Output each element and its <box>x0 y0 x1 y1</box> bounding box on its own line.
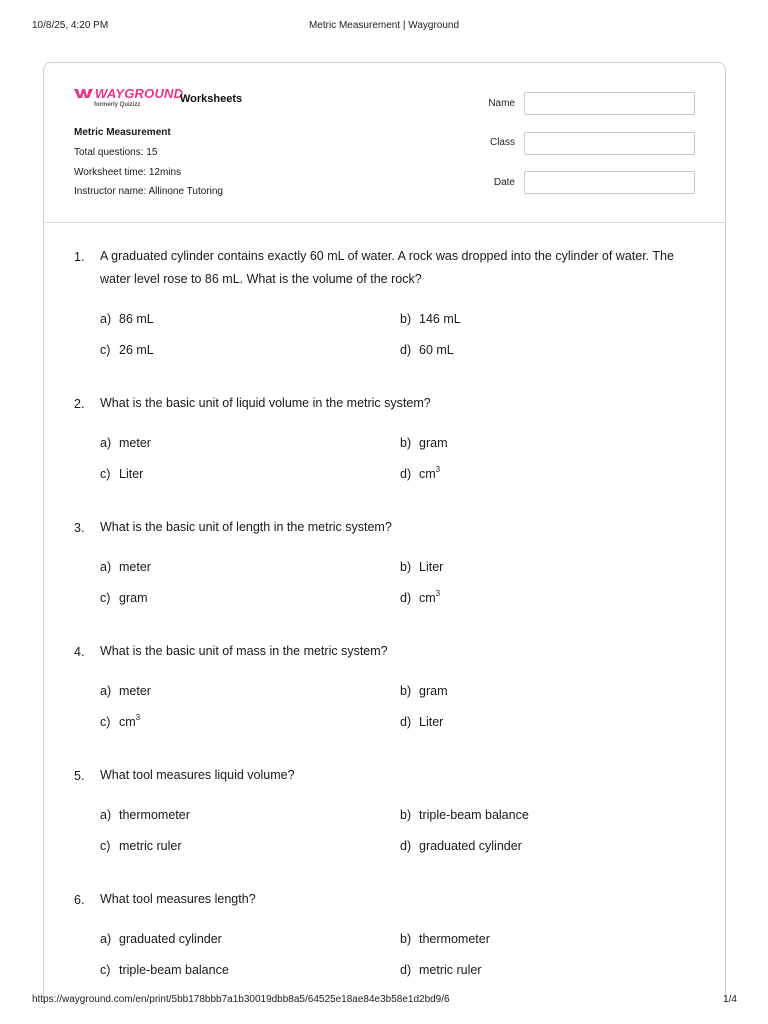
option-c[interactable]: c) $cm^3$ <box>100 713 141 729</box>
name-label: Name <box>488 98 515 109</box>
question-text: What tool measures liquid volume? <box>100 768 295 782</box>
total-questions: Total questions: 15 <box>74 147 158 158</box>
question-number: 2. <box>74 397 85 411</box>
question-number: 4. <box>74 645 85 659</box>
option-a[interactable]: a) meter <box>100 436 151 450</box>
print-page-title: Metric Measurement | Wayground <box>308 20 460 31</box>
option-a[interactable]: a) meter <box>100 684 151 698</box>
class-field[interactable] <box>524 132 695 155</box>
worksheet-title: Metric Measurement <box>74 127 171 138</box>
option-c[interactable]: c) gram <box>100 591 148 605</box>
wayground-logo <box>74 85 184 108</box>
option-c[interactable]: c) metric ruler <box>100 839 182 853</box>
option-b[interactable]: b) gram <box>400 684 448 698</box>
question-text: What is the basic unit of length in the metric system? <box>100 520 392 534</box>
wayground-mark-icon <box>74 86 94 104</box>
option-b[interactable]: b) triple-beam balance <box>400 808 529 822</box>
question-number: 3. <box>74 521 85 535</box>
option-c[interactable]: c) triple-beam balance <box>100 963 229 977</box>
option-c[interactable]: c) Liter <box>100 467 144 481</box>
question-text: A graduated cylinder contains exactly 60 mL of water. A rock was dropped into the cylinder of water. The water level rose to 86 mL. What is the volume of the rock? <box>100 249 674 286</box>
name-field[interactable] <box>524 92 695 115</box>
option-a[interactable]: a) thermometer <box>100 808 190 822</box>
option-a[interactable]: a) meter <box>100 560 151 574</box>
class-label: Class <box>489 137 515 148</box>
question-number: 5. <box>74 769 85 783</box>
option-b[interactable]: b) 146 mL <box>400 312 461 326</box>
brand-formerly: formerly Quizizz <box>94 102 141 108</box>
worksheet-header <box>44 63 725 223</box>
page-counter: 1/4 <box>723 994 737 1005</box>
option-d[interactable]: d) Liter <box>400 715 444 729</box>
question-text: What is the basic unit of mass in the metric system? <box>100 644 388 658</box>
option-a[interactable]: a) graduated cylinder <box>100 932 222 946</box>
date-field[interactable] <box>524 171 695 194</box>
question-text: What tool measures length? <box>100 892 256 906</box>
option-c[interactable]: c) 26 mL <box>100 343 154 357</box>
question-number: 1. <box>74 250 85 264</box>
instructor-name: Instructor name: Allinone Tutoring <box>74 186 223 197</box>
option-b[interactable]: b) Liter <box>400 560 444 574</box>
print-url: https://wayground.com/en/print/5bb178bbb7a1b30019dbb8a5/64525e18ae84e3b58e1d2bd9/6 <box>32 994 450 1005</box>
option-d[interactable]: d) graduated cylinder <box>400 839 522 853</box>
option-d[interactable]: d) 60 mL <box>400 343 454 357</box>
print-datetime: 10/8/25, 4:20 PM <box>32 20 109 31</box>
option-b[interactable]: b) thermometer <box>400 932 490 946</box>
brand-name: WAYGROUND <box>95 86 184 101</box>
option-d[interactable]: d) $cm^3$ <box>400 589 441 605</box>
question-number: 6. <box>74 893 85 907</box>
date-label: Date <box>493 177 515 188</box>
option-d[interactable]: d) $cm^3$ <box>400 465 441 481</box>
worksheet-time: Worksheet time: 12mins <box>74 167 182 178</box>
question-text: What is the basic unit of liquid volume in the metric system? <box>100 396 431 410</box>
option-a[interactable]: a) 86 mL <box>100 312 154 326</box>
option-b[interactable]: b) gram <box>400 436 448 450</box>
product-name: Worksheets <box>180 93 243 105</box>
option-d[interactable]: d) metric ruler <box>400 963 482 977</box>
